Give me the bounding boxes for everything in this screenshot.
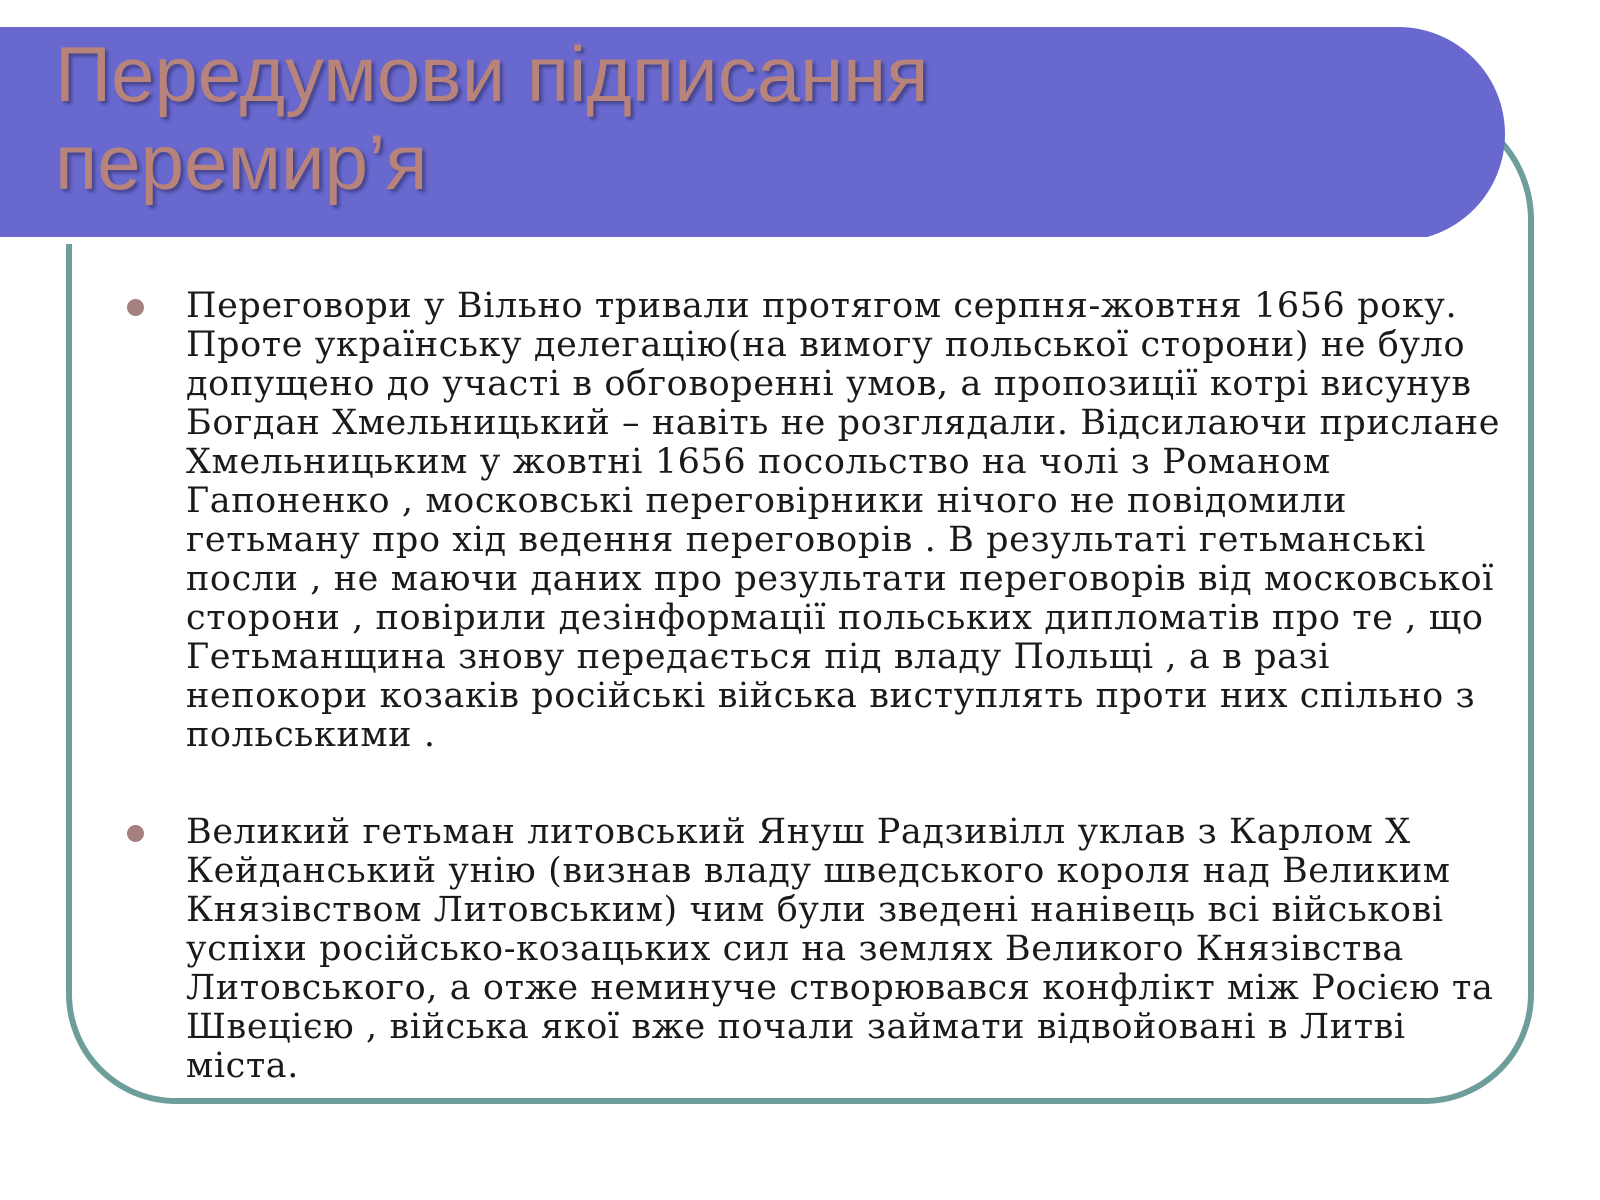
title-underline — [0, 237, 1426, 244]
bullet-dot-icon — [127, 299, 144, 316]
bullet-dot-icon — [127, 825, 144, 842]
bullet-item-2 — [118, 813, 1508, 1086]
bullet-item-1 — [118, 287, 1508, 755]
bullet-text-1: Переговори у Вільно тривали протягом серпня-жовтня 1656 року. Проте українську делегацію(на вимогу польської сторони) не було допущено до участі в обговоренні умов, а пропозиції котрі висунув Богдан Хмельницький – навіть не розглядали. Відсилаючи прислане Хмельницьким у жовтні 1656 посольство на чолі з Романом Гапоненко , московські переговірники нічого не повідомили гетьману про хід ведення переговорів . В результаті гетьманські посли , не маючи даних про результати переговорів від московської сторони , повірили дезінформації польських дипломатів про те , що Гетьманщина знову передається під владу Польщі , а в разі непокори козаків російські війська виступлять проти них спільно з польськими . — [186, 286, 1501, 755]
slide-title-line-2: перемир’я — [55, 118, 428, 206]
bullet-text-2: Великий гетьман литовський Януш Радзивілл уклав з Карлом Х Кейданський унію (визнав владу шведського короля над Великим Князівством Литовським) чим були зведені нанівець всі військові успіхи російсько-козацьких сил на землях Великого Князівства Литовського, а отже неминуче створювався конфлікт між Росією та Швецією , війська якої вже почали займати відвойовані в Литві міста. — [186, 812, 1494, 1086]
bullet-list — [118, 287, 1508, 1086]
slide-title — [55, 30, 928, 206]
slide-title-line-1: Передумови підписання — [55, 30, 929, 118]
